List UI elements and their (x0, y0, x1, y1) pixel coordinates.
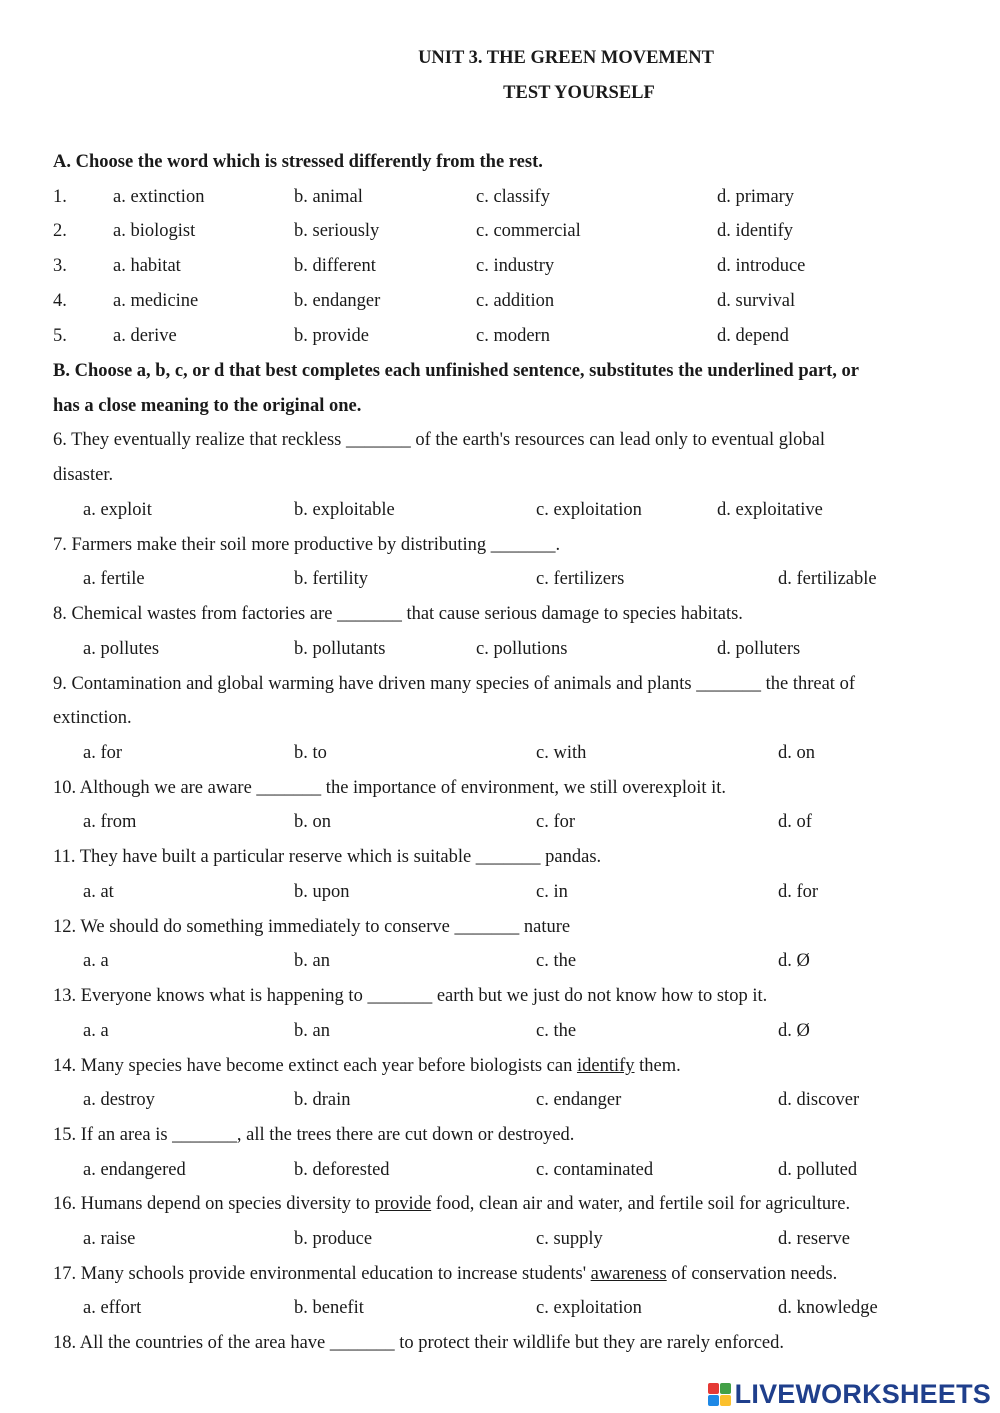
underlined-word: provide (374, 1194, 432, 1214)
option-a[interactable]: a. effort (83, 1298, 142, 1318)
option-b[interactable]: b. animal (294, 187, 363, 207)
option-b[interactable]: b. provide (294, 326, 370, 346)
option-d[interactable]: d. survival (717, 291, 796, 311)
option-a[interactable]: a. habitat (113, 256, 181, 276)
question-7-options (0, 569, 1000, 593)
question-17-text: 17. Many schools provide environmental education to increase students' (53, 1264, 591, 1284)
option-c[interactable]: c. classify (476, 187, 550, 207)
question-14-options (0, 1090, 1000, 1114)
question-12-options (0, 951, 1000, 975)
question-15: 15. If an area is _______, all the trees there are cut down or destroyed. (53, 1125, 575, 1145)
option-a[interactable]: a. from (83, 812, 137, 832)
question-14 (53, 1056, 681, 1077)
option-c[interactable]: c. contaminated (536, 1160, 654, 1180)
question-8-options (0, 639, 1000, 663)
liveworksheets-logo (708, 1378, 991, 1410)
option-d[interactable]: d. Ø (778, 1021, 810, 1041)
option-b[interactable]: b. pollutants (294, 639, 386, 659)
question-7: 7. Farmers make their soil more productive by distributing _______. (53, 535, 561, 555)
item-number: 3. (53, 256, 67, 276)
option-c[interactable]: c. fertilizers (536, 569, 625, 589)
item-number: 4. (53, 291, 67, 311)
question-6-options (0, 500, 1000, 524)
option-c[interactable]: c. exploitation (536, 500, 642, 520)
option-c[interactable]: c. addition (476, 291, 555, 311)
item-number: 2. (53, 221, 67, 241)
section-a-heading: A. Choose the word which is stressed differently from the rest. (53, 152, 543, 172)
question-16 (53, 1194, 850, 1215)
option-c[interactable]: c. modern (476, 326, 550, 346)
option-a[interactable]: a. derive (113, 326, 177, 346)
question-9-options (0, 743, 1000, 767)
option-d[interactable]: d. discover (778, 1090, 860, 1110)
option-a[interactable]: a. destroy (83, 1090, 155, 1110)
option-d[interactable]: d. of (778, 812, 812, 832)
test-subtitle: TEST YOURSELF (503, 83, 655, 103)
option-a[interactable]: a. pollutes (83, 639, 160, 659)
item-number: 5. (53, 326, 67, 346)
option-b[interactable]: b. an (294, 951, 330, 971)
question-16-text: 16. Humans depend on species diversity to (53, 1194, 375, 1214)
stress-item-5 (0, 326, 1000, 350)
question-11: 11. They have built a particular reserve which is suitable _______ pandas. (53, 847, 602, 867)
underlined-word: awareness (590, 1264, 667, 1284)
question-14-text: 14. Many species have become extinct each year before biologists can (53, 1056, 577, 1076)
option-a[interactable]: a. for (83, 743, 123, 763)
option-d[interactable]: d. primary (717, 187, 795, 207)
option-b[interactable]: b. deforested (294, 1160, 390, 1180)
option-a[interactable]: a. endangered (83, 1160, 186, 1180)
section-b-heading-cont: has a close meaning to the original one. (53, 396, 362, 416)
question-16-options (0, 1229, 1000, 1253)
stress-item-1 (0, 187, 1000, 211)
option-c[interactable]: c. in (536, 882, 568, 902)
option-a[interactable]: a. exploit (83, 500, 152, 520)
unit-title: UNIT 3. THE GREEN MOVEMENT (418, 48, 714, 68)
option-a[interactable]: a. biologist (113, 221, 196, 241)
option-c[interactable]: c. commercial (476, 221, 581, 241)
option-a[interactable]: a. a (83, 1021, 109, 1041)
question-11-options (0, 882, 1000, 906)
option-a[interactable]: a. medicine (113, 291, 199, 311)
question-8: 8. Chemical wastes from factories are _______ that cause serious damage to species habitats. (53, 604, 743, 624)
option-b[interactable]: b. drain (294, 1090, 351, 1110)
question-16-text-end: food, clean air and water, and fertile soil for agriculture. (431, 1194, 851, 1214)
option-a[interactable]: a. at (83, 882, 114, 902)
question-17-options (0, 1298, 1000, 1322)
option-a[interactable]: a. extinction (113, 187, 205, 207)
option-c[interactable]: c. for (536, 812, 576, 832)
option-c[interactable]: c. endanger (536, 1090, 622, 1110)
question-17 (53, 1264, 837, 1285)
question-6: 6. They eventually realize that reckless _______ of the earth's resources can lead only to eventual global (53, 430, 826, 450)
option-b[interactable]: b. different (294, 256, 376, 276)
question-10-options (0, 812, 1000, 836)
option-d[interactable]: d. identify (717, 221, 794, 241)
option-c[interactable]: c. pollutions (476, 639, 568, 659)
question-10: 10. Although we are aware _______ the importance of environment, we still overexploit it. (53, 778, 727, 798)
question-12: 12. We should do something immediately to conserve _______ nature (53, 917, 571, 937)
question-13-options (0, 1021, 1000, 1045)
question-18: 18. All the countries of the area have _______ to protect their wildlife but they are rarely enforced. (53, 1333, 784, 1353)
question-14-text-end: them. (634, 1056, 681, 1076)
stress-item-4 (0, 291, 1000, 315)
option-a[interactable]: a. raise (83, 1229, 136, 1249)
option-d[interactable]: d. knowledge (778, 1298, 878, 1318)
stress-item-2 (0, 221, 1000, 245)
question-6-cont: disaster. (53, 465, 114, 485)
option-d[interactable]: d. depend (717, 326, 789, 346)
option-b[interactable]: b. endanger (294, 291, 381, 311)
option-d[interactable]: d. for (778, 882, 819, 902)
option-d[interactable]: d. polluters (717, 639, 801, 659)
option-d[interactable]: d. polluted (778, 1160, 858, 1180)
option-d[interactable]: d. introduce (717, 256, 806, 276)
option-b[interactable]: b. exploitable (294, 500, 395, 520)
item-number: 1. (53, 187, 67, 207)
option-d[interactable]: d. fertilizable (778, 569, 877, 589)
option-c[interactable]: c. the (536, 951, 577, 971)
option-b[interactable]: b. benefit (294, 1298, 364, 1318)
option-b[interactable]: b. upon (294, 882, 350, 902)
option-c[interactable]: c. the (536, 1021, 577, 1041)
option-c[interactable]: c. with (536, 743, 587, 763)
option-d[interactable]: d. on (778, 743, 815, 763)
option-b[interactable]: b. produce (294, 1229, 373, 1249)
option-b[interactable]: b. on (294, 812, 331, 832)
question-9-cont: extinction. (53, 708, 132, 728)
option-b[interactable]: b. fertility (294, 569, 368, 589)
option-a[interactable]: a. a (83, 951, 109, 971)
option-c[interactable]: c. supply (536, 1229, 603, 1249)
question-9: 9. Contamination and global warming have driven many species of animals and plants _______ the threat of (53, 674, 855, 694)
question-13: 13. Everyone knows what is happening to _______ earth but we just do not know how to stop it. (53, 986, 768, 1006)
option-b[interactable]: b. an (294, 1021, 330, 1041)
option-b[interactable]: b. seriously (294, 221, 380, 241)
option-c[interactable]: c. industry (476, 256, 555, 276)
section-b-heading: B. Choose a, b, c, or d that best completes each unfinished sentence, substitutes the underlined part, or (53, 361, 859, 381)
option-a[interactable]: a. fertile (83, 569, 145, 589)
liveworksheets-logo-icon (708, 1383, 731, 1406)
option-d[interactable]: d. Ø (778, 951, 810, 971)
stress-item-3 (0, 256, 1000, 280)
option-d[interactable]: d. reserve (778, 1229, 850, 1249)
question-17-text-end: of conservation needs. (666, 1264, 838, 1284)
option-d[interactable]: d. exploitative (717, 500, 823, 520)
question-15-options (0, 1160, 1000, 1184)
option-c[interactable]: c. exploitation (536, 1298, 642, 1318)
option-b[interactable]: b. to (294, 743, 327, 763)
liveworksheets-logo-text: LIVEWORKSHEETS (734, 1378, 991, 1409)
underlined-word: identify (576, 1056, 635, 1076)
